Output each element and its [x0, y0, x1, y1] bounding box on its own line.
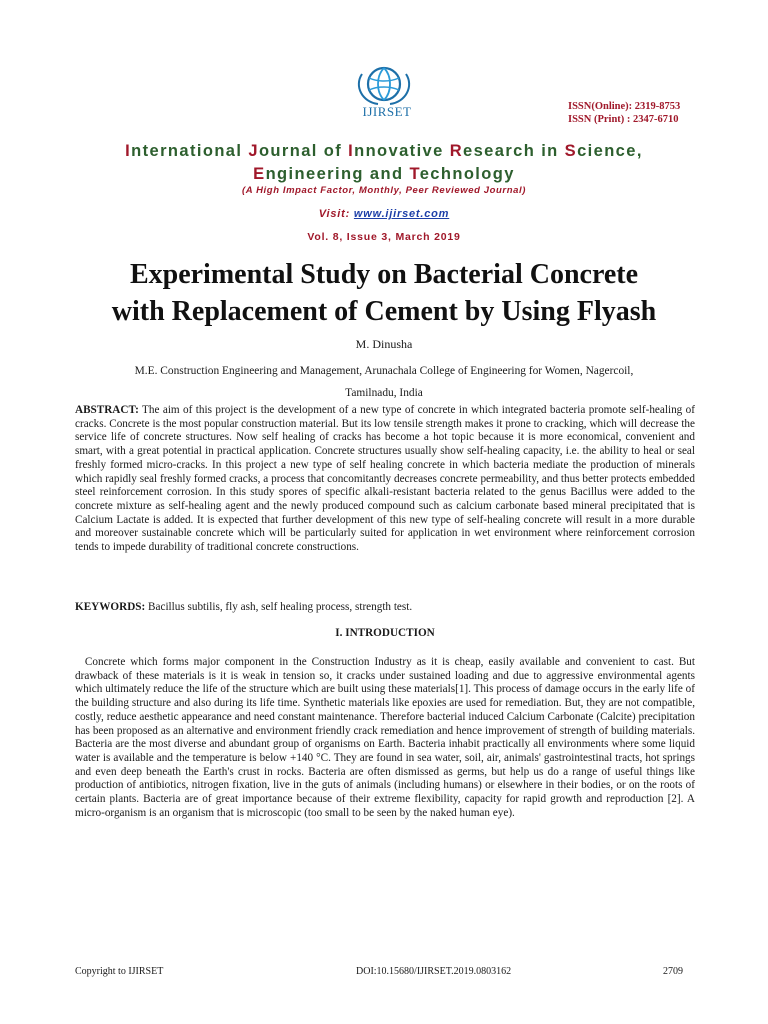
footer-page-number: 2709: [663, 966, 683, 977]
journal-title: [60, 140, 708, 186]
journal-website-link[interactable]: www.ijirset.com: [353, 208, 450, 220]
journal-title-word: nternational: [131, 142, 249, 160]
volume-issue: Vol. 8, Issue 3, March 2019: [307, 231, 461, 243]
paper-title-line2: with Replacement of Cement by Using Flyash: [111, 296, 657, 327]
issn-online: ISSN(Online): 2319-8753: [568, 101, 681, 112]
abstract: [75, 404, 695, 555]
keywords: [75, 601, 695, 615]
keywords-text: Bacillus subtilis, fly ash, self healing process, strength test.: [145, 601, 413, 613]
journal-title-cap: T: [409, 165, 420, 183]
introduction-paragraph: Concrete which forms major component in the Construction Industry as it is cheap, easily available and convenient to cast. But drawback of these materials is it is weak in tension so, it cracks under sustained loading and due to aggressive environmental agents which ultimately reduce the life of the structure which are built using these materials[1]. This process of damage occurs in the early life of the building structure and also during its life time. Synthetic materials like epoxies are used for remediation. But, they are not compatible, costly, reduce aesthetic appearance and need constant maintenance. Therefore bacterial induced Calcium Carbonate (Calcite) precipitation has been proposed as an alternative and environment friendly crack remediation and hence improvement of strength of building materials. Bacteria are the most diverse and abundant group of organisms on Earth. Bacteria inhabit practically all environments where some liquid water is available and the temperature is below +140 °C. They are found in sea water, soil, air, animals' gastrointestinal tracts, hot springs and even deep beneath the Earth's crust in rocks. Bacteria are often dismissed as germs, but help us do a range of useful things like production of antibiotics, nitrogen fixation, live in the guts of animals (including humans) or elsewhere in their bodies, or on the roots of certain plants. Bacteria are of great importance because of their extreme flexibility, capacity for rapid growth and reproduction [2]. A micro-organism is an organism that is microscopic (too small to be seen by the naked human eye).: [75, 656, 695, 819]
journal-title-word: esearch in: [463, 142, 565, 160]
journal-subtitle: (A High Impact Factor, Monthly, Peer Reviewed Journal): [241, 185, 527, 196]
journal-title-word: nd: [380, 165, 410, 183]
paper-title-line1: Experimental Study on Bacterial Concrete: [129, 259, 639, 290]
keywords-label: KEYWORDS:: [75, 601, 146, 613]
journal-title-cap: S: [564, 142, 578, 160]
journal-title-cap: a: [369, 165, 381, 183]
journal-title-word: nnovative: [354, 142, 450, 160]
journal-title-cap: R: [449, 142, 464, 160]
journal-title-line1: [60, 140, 708, 163]
journal-title-line2: [60, 163, 708, 186]
journal-visit: [60, 208, 708, 220]
footer-copyright: Copyright to IJIRSET: [75, 966, 164, 977]
visit-label: Visit:: [318, 208, 354, 220]
abstract-text: The aim of this project is the development of a new type of concrete in which integrated bacteria promote self-healing of cracks. Concrete is the most popular construction material. But its low tensile strength makes it prone to cracking, which will decrease the service life of concrete structures. Now self healing of cracks has become a hot topic because it is more economical, convenient and smart, with a great potential in practical application. Concrete structures usually show self-healing capacity, i.e. the ability to heal or seal freshly formed micro-cracks. In this project a new type of self healing concrete in which bacteria mediate the production of minerals which rapidly seal freshly formed cracks, a process that concomitantly decreases concrete permeability, and thus better protects embedded steel reinforcement corrosion. In this study spores of specific alkali-resistant bacteria related to the genus Bacillus were added to the concrete mixture as self-healing agent and the newly produced compound such as calcium carbonate based mineral precipitated that is Calcium Lactate is added. It is expected that further development of this new type of self-healing concrete will result in a more durable and moreover sustainable concrete which will be particularly suited for application in wet environment where reinforcement corrosion tends to impede durability of traditional concrete constructions.: [75, 404, 695, 554]
affiliation-line1: M.E. Construction Engineering and Management, Arunachala College of Engineering for Women, Nagercoil,: [134, 365, 634, 377]
abstract-label: ABSTRACT:: [75, 404, 139, 416]
journal-title-cap: E: [253, 165, 266, 183]
issn-block: [568, 100, 728, 126]
globe-icon: [348, 62, 420, 108]
author-affiliation: [60, 360, 708, 404]
logo-text: IJIRSET: [362, 104, 412, 119]
journal-title-cap: I: [348, 142, 355, 160]
journal-title-cap: I: [125, 142, 132, 160]
journal-title-word: cience,: [577, 142, 643, 160]
section-heading-introduction: I. INTRODUCTION: [335, 627, 435, 639]
journal-title-word: echnology: [419, 165, 515, 183]
issn-print: ISSN (Print) : 2347-6710: [568, 114, 679, 125]
paper-title: [40, 256, 728, 330]
journal-title-word: ournal of: [258, 142, 349, 160]
journal-title-word: ngineering: [265, 165, 370, 183]
author-name: M. Dinusha: [355, 337, 413, 351]
affiliation-line2: Tamilnadu, India: [345, 387, 423, 399]
journal-title-cap: J: [248, 142, 259, 160]
footer-doi: DOI:10.15680/IJIRSET.2019.0803162: [356, 966, 512, 977]
